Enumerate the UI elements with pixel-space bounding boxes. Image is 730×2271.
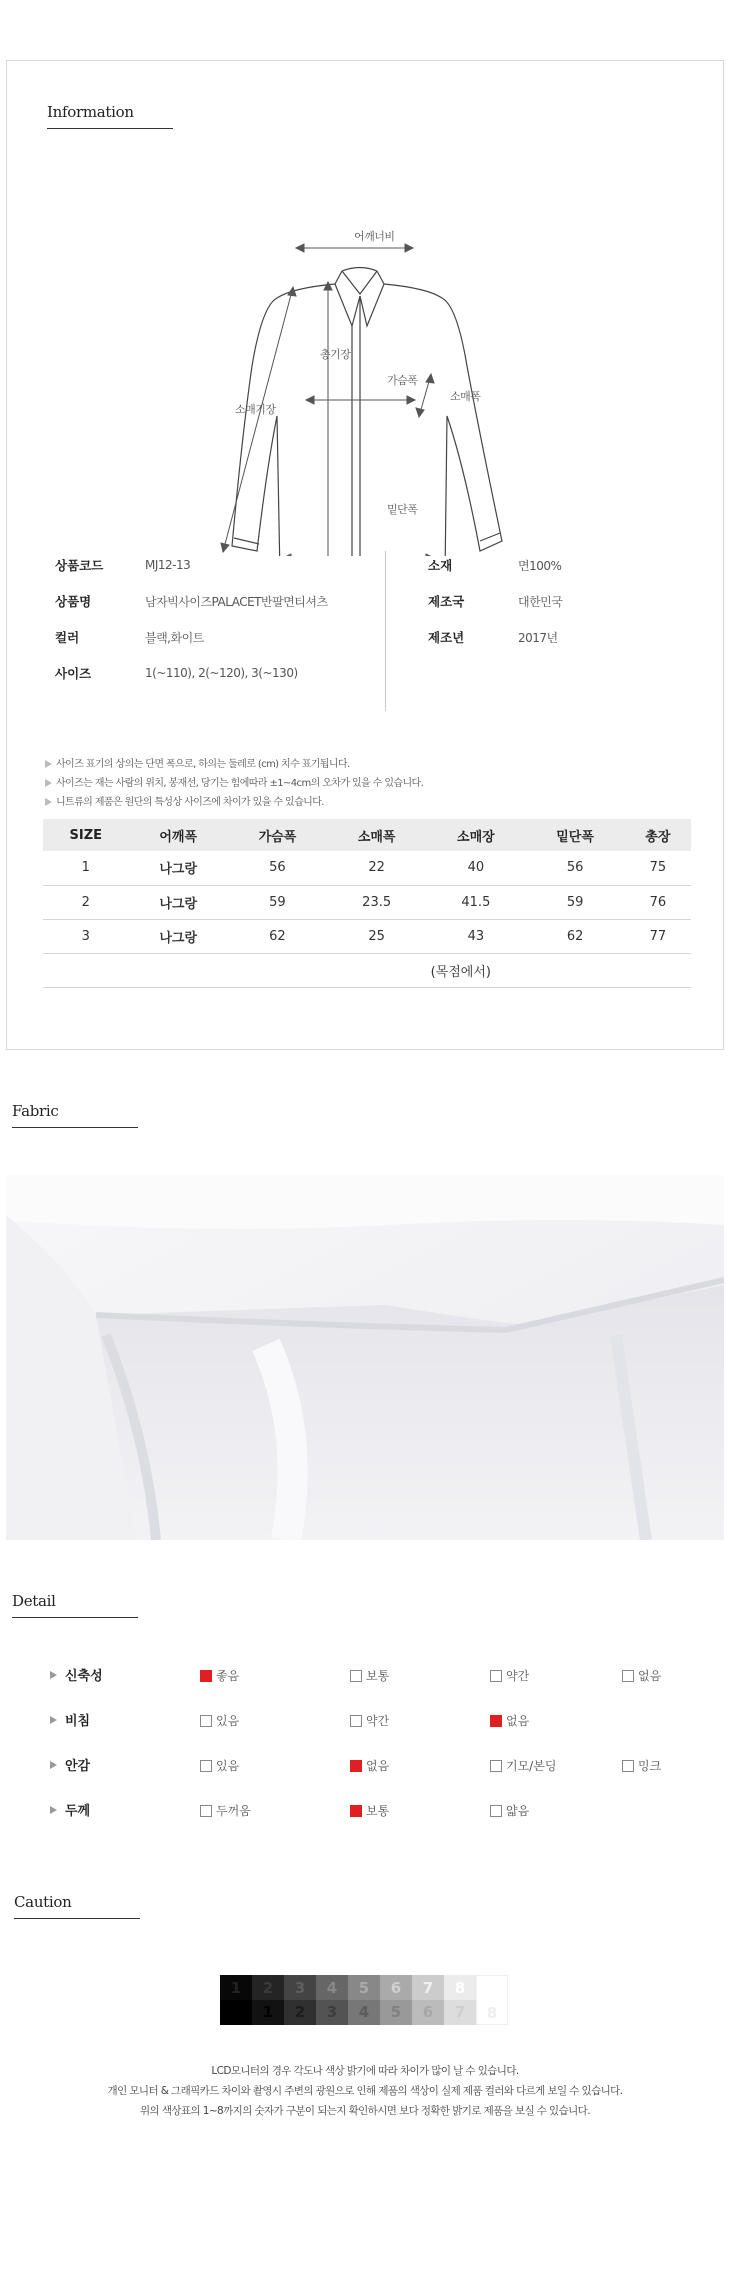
checkbox-icon	[350, 1670, 362, 1682]
option-checkbox[interactable]: 밍크	[622, 1757, 661, 1774]
table-row: 1 나그랑 56 22 40 56 75	[43, 851, 691, 885]
bullet-triangle-icon	[50, 1671, 57, 1679]
checkbox-checked-icon	[200, 1670, 212, 1682]
information-section	[6, 60, 724, 1050]
detail-row-lining: 안감 있음 없음 기모/본딩 밍크	[50, 1755, 690, 1775]
option-checkbox[interactable]: 없음	[490, 1712, 529, 1729]
hem-label: 밑단폭	[387, 503, 418, 516]
table-row: 3 나그랑 62 25 43 62 77	[43, 919, 691, 953]
bullet-triangle-icon	[50, 1761, 57, 1769]
detail-row-sheerness: 비침 있음 약간 없음	[50, 1710, 690, 1730]
grayscale-swatch: 7 6	[412, 1975, 444, 2025]
title-underline	[12, 1127, 138, 1128]
grayscale-swatch: 6 5	[380, 1975, 412, 2025]
shoulder-label: 어깨너비	[354, 230, 395, 243]
grayscale-swatch: 3 2	[284, 1975, 316, 2025]
spec-row: 상품명 남자빅사이즈PALACET반팔면티셔츠	[55, 594, 328, 609]
title-underline	[12, 1617, 138, 1618]
title-underline	[47, 128, 173, 129]
option-checkbox[interactable]: 없음	[622, 1667, 661, 1684]
grayscale-swatch: 1	[220, 1975, 252, 2025]
option-checkbox[interactable]: 보통	[350, 1802, 389, 1819]
bullet-triangle-icon	[50, 1806, 57, 1814]
option-checkbox[interactable]: 보통	[350, 1667, 389, 1684]
checkbox-icon	[490, 1670, 502, 1682]
shirt-measurement-diagram	[202, 166, 532, 556]
checkbox-icon	[200, 1760, 212, 1772]
bullet-triangle-icon	[45, 779, 52, 787]
checkbox-icon	[490, 1760, 502, 1772]
table-header: 밑단폭	[525, 819, 624, 851]
option-checkbox[interactable]: 있음	[200, 1712, 239, 1729]
grayscale-swatch: 8	[476, 1975, 508, 2025]
option-checkbox[interactable]: 얇음	[490, 1802, 529, 1819]
checkbox-icon	[490, 1805, 502, 1817]
spec-row: 소재 면100%	[428, 558, 562, 573]
size-notes	[45, 755, 423, 812]
information-title: Information	[47, 103, 134, 121]
grayscale-swatch: 4 3	[316, 1975, 348, 2025]
caution-title: Caution	[14, 1893, 72, 1911]
fabric-closeup-icon	[6, 1175, 724, 1540]
detail-row-elasticity: 신축성 좋음 보통 약간 없음	[50, 1665, 690, 1685]
total-length-label: 총기장	[320, 348, 351, 361]
detail-row-thickness: 두께 두꺼움 보통 얇음	[50, 1800, 690, 1820]
option-checkbox[interactable]: 있음	[200, 1757, 239, 1774]
shirt-outline-icon	[202, 166, 532, 556]
table-header: 소매장	[426, 819, 525, 851]
fabric-title: Fabric	[12, 1102, 59, 1120]
table-footnote-row	[43, 953, 691, 987]
detail-title: Detail	[12, 1592, 56, 1610]
spec-row: 상품코드 MJ12-13	[55, 558, 191, 573]
option-checkbox[interactable]: 약간	[350, 1712, 389, 1729]
bullet-triangle-icon	[50, 1716, 57, 1724]
option-checkbox[interactable]: 두꺼움	[200, 1802, 251, 1819]
spec-row: 제조년 2017년	[428, 630, 558, 645]
option-checkbox[interactable]: 기모/본딩	[490, 1757, 556, 1774]
bullet-triangle-icon	[45, 798, 52, 806]
table-row: 2 나그랑 59 23.5 41.5 59 76	[43, 885, 691, 919]
option-checkbox[interactable]: 없음	[350, 1757, 389, 1774]
checkbox-icon	[350, 1715, 362, 1727]
table-header: 어깨폭	[129, 819, 228, 851]
checkbox-checked-icon	[490, 1715, 502, 1727]
grayscale-swatch: 8 7	[444, 1975, 476, 2025]
checkbox-icon	[200, 1805, 212, 1817]
checkbox-checked-icon	[350, 1805, 362, 1817]
fabric-photo	[6, 1175, 724, 1540]
sleeve-length-label: 소매기장	[235, 403, 276, 416]
table-header-row	[43, 819, 691, 851]
spec-row: 사이즈 1(~110), 2(~120), 3(~130)	[55, 666, 298, 681]
table-footnote: (목점에서)	[43, 953, 691, 987]
checkbox-icon	[200, 1715, 212, 1727]
spec-divider	[385, 551, 386, 711]
checkbox-checked-icon	[350, 1760, 362, 1772]
grayscale-swatch: 5 4	[348, 1975, 380, 2025]
spec-row: 컬러 블랙,화이트	[55, 630, 204, 645]
bullet-triangle-icon	[45, 760, 52, 768]
caution-text: LCD모니터의 경우 각도나 색상 밝기에 따라 차이가 많이 날 수 있습니다. 개인 모니터 & 그래픽카드 차이와 촬영시 주변의 광원으로 인해 제품의 색상이 실제 제품 컬러와 다르게 보일 수 있습니다. 위의 색상표의 1~8까지의 숫자가 구분이 되는지 확인하시면 보다 정확한 밝기로 제품을 보실 수 있습니다.	[107, 2065, 623, 2117]
spec-row: 제조국 대한민국	[428, 594, 563, 609]
note-line: 사이즈는 재는 사람의 위치, 봉재선, 당기는 힘에따라 ±1~4cm의 오차가 있을 수 있습니다.	[45, 774, 423, 793]
sleeve-width-label: 소매폭	[450, 390, 481, 403]
checkbox-icon	[622, 1670, 634, 1682]
option-checkbox[interactable]: 좋음	[200, 1667, 239, 1684]
option-checkbox[interactable]: 약간	[490, 1667, 529, 1684]
size-table	[43, 819, 691, 988]
grayscale-calibration-chart	[220, 1975, 508, 2025]
note-line: 니트류의 제품은 원단의 특성상 사이즈에 차이가 있을 수 있습니다.	[45, 793, 423, 812]
product-spec-list	[55, 551, 675, 711]
checkbox-icon	[622, 1760, 634, 1772]
table-header: 소매폭	[327, 819, 426, 851]
grayscale-swatch: 2 1	[252, 1975, 284, 2025]
note-line: 사이즈 표기의 상의는 단면 폭으로, 하의는 둘레로 (cm) 치수 표기됩니다.	[45, 755, 423, 774]
table-header: SIZE	[43, 819, 129, 851]
table-header: 가슴폭	[228, 819, 327, 851]
title-underline	[14, 1918, 140, 1919]
chest-label: 가슴폭	[387, 374, 418, 387]
table-header: 총장	[625, 819, 691, 851]
